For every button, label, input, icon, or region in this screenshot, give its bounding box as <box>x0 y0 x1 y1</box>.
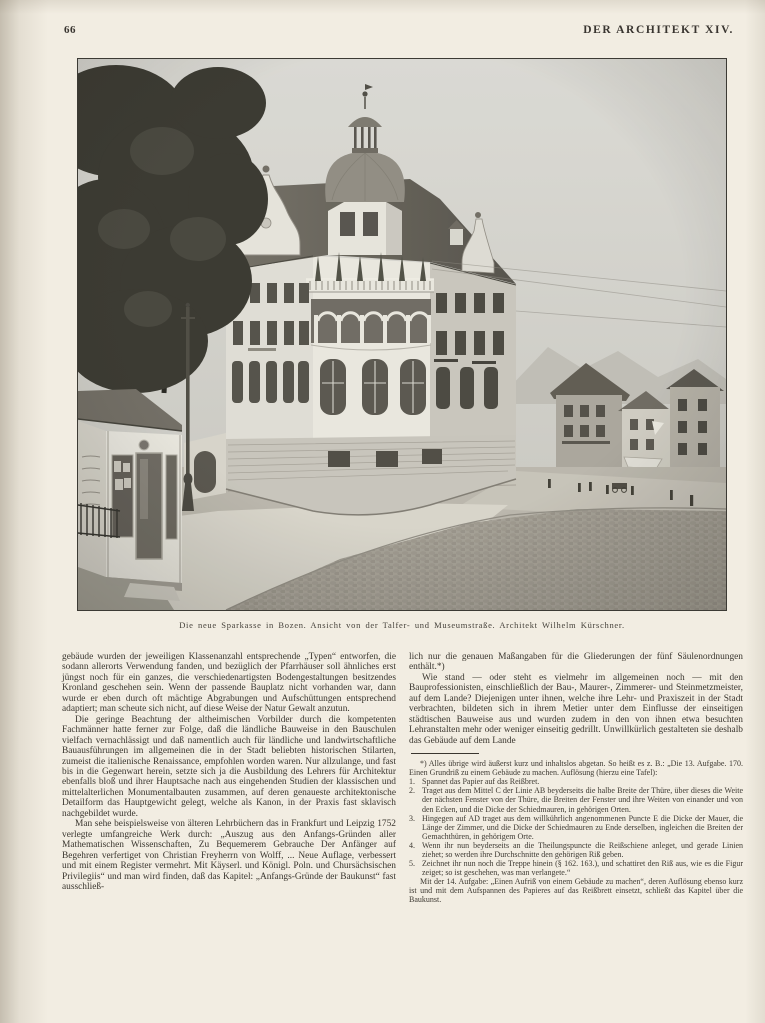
figure <box>77 58 727 630</box>
page-header <box>64 24 734 36</box>
text-columns <box>62 652 744 905</box>
journal-title: DER ARCHITEKT XIV. <box>583 24 734 36</box>
paragraph: lich nur die genauen Maßangaben für die Gliederungen der fünf Säulenordnungen enthält.*) <box>409 652 743 673</box>
building-photograph <box>77 58 727 611</box>
footnote-item <box>409 859 743 877</box>
photo-illustration <box>78 59 726 610</box>
scan-shadow-left <box>0 0 48 1023</box>
footnote-closing: Mit der 14. Aufgabe: „Einen Aufriß von einem Gebäude zu machen“, deren Auflösung ebenso kurz ist und mit dem Aufspannen des Papieres auf das Reißbrett einsetzt, schließt das Kapitel über die Baukunst. <box>409 877 743 905</box>
paragraph: Wie stand — oder steht es vielmehr im allgemeinen noch — mit den Bauprofessionisten, einschließlich der Bau-, Maurer-, Zimmerer- und Steinmetzmeister, auf dem Lande? Diejenigen unter ihnen, welche ihre Lehr- und Praxiszeit in der Stadt verbrachten, bildeten sich in ihrem Metier unter dem Einflusse der einseitigen städtischen Bauweise aus und wurden zudem in den von ihnen etwa besuchten Lehranstalten mehr oder weniger einseitig gedrillt. Unwillkürlich gestalteten sie deshalb das Gebäude auf dem Lande <box>409 672 743 746</box>
footnote-item-number: 4. <box>409 840 415 850</box>
footnote-item-text: Zeichnet ihr nun noch die Treppe hinein (§ 162. 163.), und schattiret den Riß aus, wie es die Figur zeiget; so ist geschehen, was man verlangete.“ <box>422 859 743 878</box>
scan-shadow-right <box>745 0 765 1023</box>
paragraph: gebäude wurden der jeweiligen Klassenanzahl entsprechende „Typen“ entworfen, die sodann allerorts Verwendung fanden, und bezüglich der Pfarrhäuser soll ähnliches erst jüngst noch für ein ganzes, die verschiedenartigsten Bodengestaltungen besitzendes Kronland geschehen sein. Wenn der passende Bauplatz nicht vorhanden war, dann wurde er eben durch oft mächtige Abgrabungen und Aufschüttungen entsprechend adaptiert; man scheute sich nicht, auf diese Weise der Natur Gewalt anzutun. <box>62 652 396 715</box>
footnote-item-number: 1. <box>409 777 415 787</box>
paragraph: Man sehe beispielsweise von älteren Lehrbüchern das in Frankfurt und Leipzig 1752 verlegte umfangreiche Werk durch: „Auszug aus den Anfangs-Gründen aller Mathematischen Wissenschaften, Zu Bequemerem Gebrauche Der Anfänger auf Begehren verfertiget von Christian Freyherrn von Wolff, ... Neue Auflage, verbessert und mit einem Register vermehrt. Mit Käyserl. und Königl. Poln. und Chursächsischen Privilegiis“ und man wird finden, daß das Kapitel: „Anfangs-Gründe der Baukunst“ fast ausschließ- <box>62 819 396 892</box>
scan-shadow-top <box>0 0 765 14</box>
footnote-item-text: Wenn ihr nun beyderseits an die Theilungspuncte die Reißschiene anleget, und gerade Linien ziehet; so werden ihre Durchschnitte den gehörigen Riß geben. <box>422 840 743 860</box>
paragraph: Die geringe Beachtung der altheimischen Vorbilder durch die kompetenten Fachmänner hatte ferner zur Folge, daß die ländliche Bauweise in den Bauschulen vielfach vernachlässigt und daß namentlich auch für ländliche und landwirtschaftliche Bauausführungen im allgemeinen die in der Stadt beliebten historischen Stilarten, zumeist die italienische Renaissance, empfohlen worden waren. Nur allzulange, und fast bis in die Gegenwart herein, setzte sich ja die Ausbildung des Lehrers für Architektur ebenfalls bloß und ihrer Hauptsache nach aus eingehenden Studien der klassischen und mittelalterlichen Monumentalbauten zusammen, auf deren genaueste architektonische Detailform das Hauptgewicht gelegt, welche als Kanon, in der Praxis fast sklavisch nachgebildet wurde. <box>62 714 396 819</box>
column-left <box>62 652 396 905</box>
footnote-item-text: Spannet das Papier auf das Reißbret. <box>422 777 540 787</box>
figure-caption: Die neue Sparkasse in Bozen. Ansicht von der Talfer- und Museumstraße. Architekt Wilhelm Kürschner. <box>179 620 625 630</box>
column-right <box>409 652 743 905</box>
footnote-rule <box>411 753 479 754</box>
page-number: 66 <box>64 24 76 36</box>
footnote-item <box>409 814 743 841</box>
footnote <box>409 759 743 905</box>
footnote-item-number: 2. <box>409 786 415 796</box>
footnote-item <box>409 777 743 786</box>
footnote-item-text: Hingegen auf AD traget aus dem willkührlich angenommenen Puncte E die Dicke der Mauer, die Länge der Zimmer, und die Dicke der Schiedmauren zu Ende derselben, ingleichen die Breiten der Gemachthüren, in gehörigem Orte. <box>422 813 743 841</box>
footnote-item-number: 3. <box>409 813 415 823</box>
photo-haze <box>78 59 726 610</box>
footnote-item <box>409 786 743 813</box>
footnote-item-text: Traget aus dem Mittel C der Linie AB beyderseits die halbe Breite der Thüre, über dieses die Weite der nächsten Fenster von der Thüre, die Breiten der Fenster und ihre Weiten von einander und von den Ecken, und die Dicke der Schiedmauren, in gehörigen Orten. <box>422 786 743 814</box>
footnote-intro: *) Alles übrige wird äußerst kurz und inhaltslos abgetan. So heißt es z. B.: „Die 13. Aufgabe. 170. Einen Grundriß zu einem Gebäude zu machen. Auflösung (hierzu eine Tafel): <box>409 759 743 778</box>
footnote-item <box>409 841 743 859</box>
footnote-item-number: 5. <box>409 859 415 869</box>
